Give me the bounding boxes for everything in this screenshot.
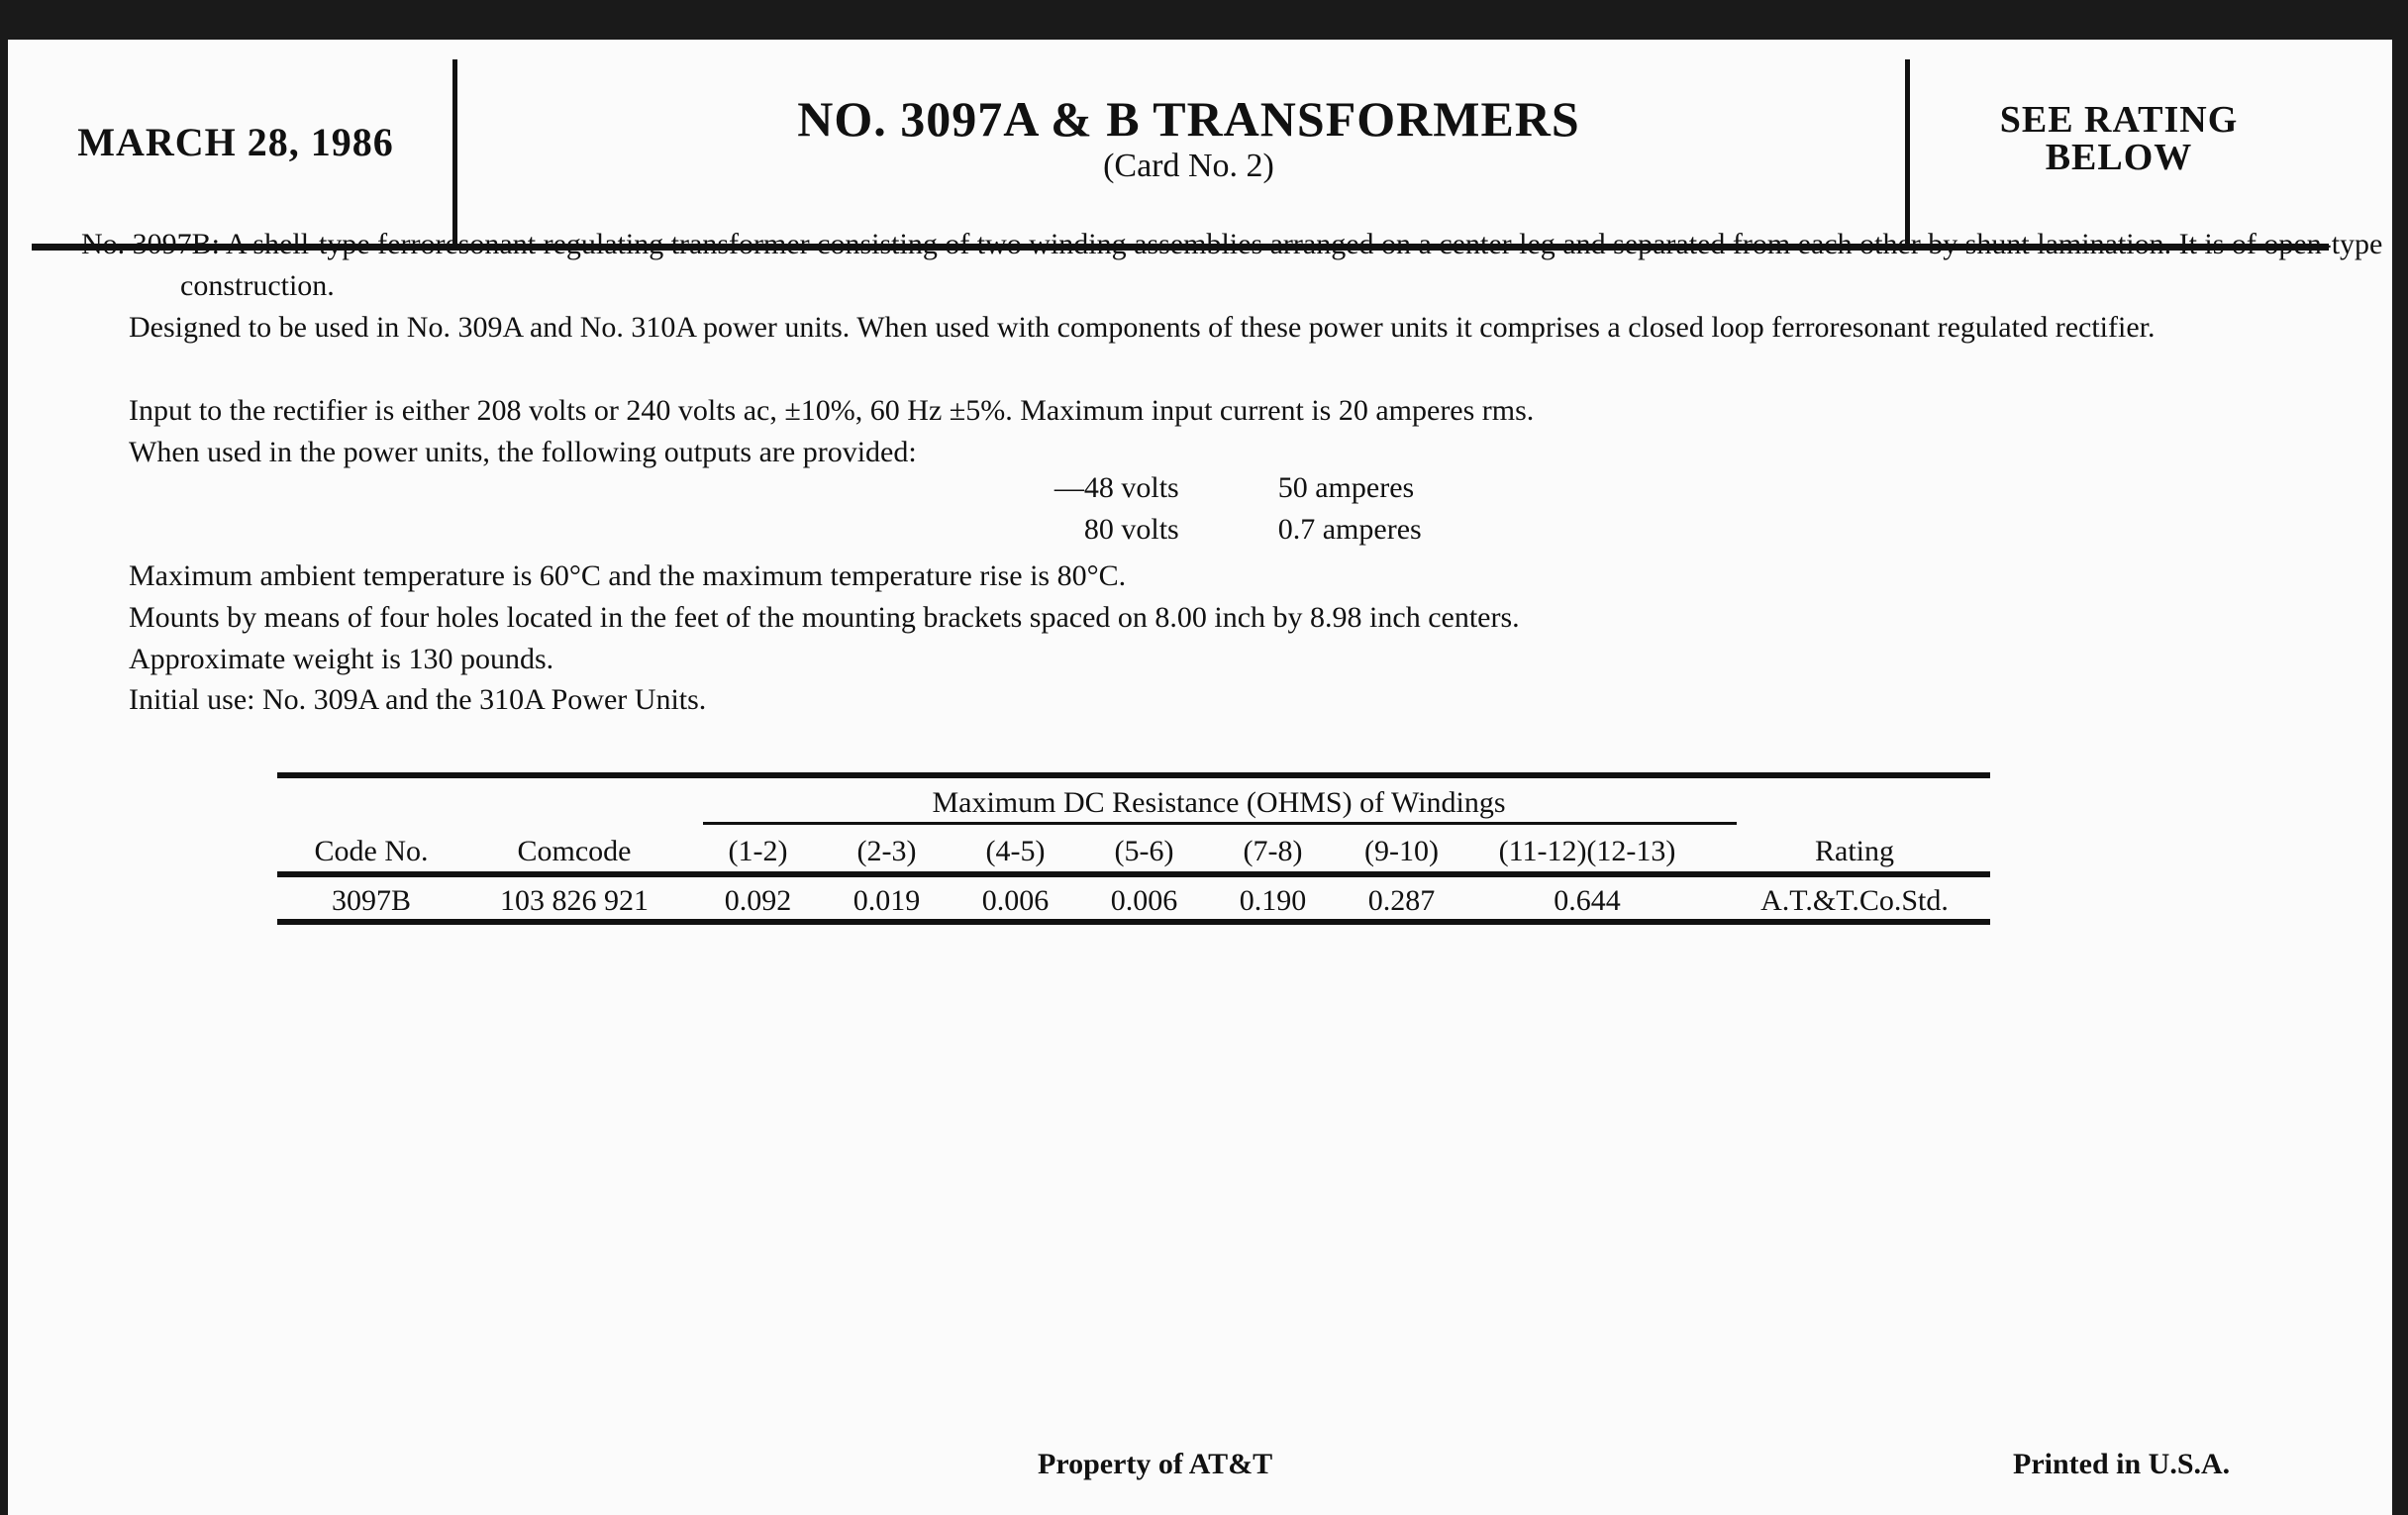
header-rule [277,871,1990,877]
cell-winding-2-3: 0.019 [853,884,921,917]
card-date: MARCH 28, 1986 [77,120,394,164]
group-header-rule [703,822,1737,825]
footer-printed: Printed in U.S.A. [2013,1448,2231,1480]
paragraph-usage: Designed to be used in No. 309A and No. 310A power units. When used with components of these power units it comprises a closed loop ferroresonant regulated rectifier. [129,311,2156,344]
header-winding-11-13: (11-12)(12-13) [1498,835,1676,867]
header-winding-9-10: (9-10) [1364,835,1439,867]
paragraph-mounting: Mounts by means of four holes located in the feet of the mounting brackets spaced on 8.00 inch by 8.98 inch centers. [129,601,1520,634]
cell-rating: A.T.&T.Co.Std. [1760,884,1949,917]
cell-winding-9-10: 0.287 [1367,884,1436,917]
paragraph-outputs-intro: When used in the power units, the following outputs are provided: [129,436,917,468]
header-winding-5-6: (5-6) [1114,835,1174,867]
header-winding-7-8: (7-8) [1243,835,1303,867]
cell-winding-7-8: 0.190 [1239,884,1307,917]
paragraph-initial-use: Initial use: No. 309A and the 310A Power Units. [129,683,707,716]
table-top-rule [277,772,1990,778]
header-divider-left [452,59,457,246]
group-header: Maximum DC Resistance (OHMS) of Windings [932,786,1506,819]
cell-code-no: 3097B [331,884,411,917]
paragraph-input: Input to the rectifier is either 208 volts or 240 volts ac, ±10%, 60 Hz ±5%. Maximum input current is 20 amperes rms. [129,394,1535,427]
output-volts: —48 volts [1054,471,1179,504]
output-volts: 80 volts [1083,513,1179,546]
output-amps: 50 amperes [1277,471,1415,504]
header-comcode: Comcode [517,835,632,867]
output-row [1008,467,1503,509]
cell-winding-1-2: 0.092 [724,884,792,917]
paragraph-temperature: Maximum ambient temperature is 60°C and the maximum temperature rise is 80°C. [129,559,1127,592]
paragraph-description: No. 3097B: A shell-type ferroresonant regulating transformer consisting of two winding assemblies arranged on a center leg and separated from each other by shunt lamination. It is of open-type construction. [81,228,2383,302]
cell-comcode: 103 826 921 [500,884,649,917]
card-subtitle: (Card No. 2) [1103,148,1274,184]
outputs-list [1008,467,1503,551]
header-rating: Rating [1815,835,1894,867]
output-amps: 0.7 amperes [1277,513,1422,546]
catalog-card [8,40,2392,1515]
rating-line-2: BELOW [2045,137,2193,178]
cell-winding-5-6: 0.006 [1110,884,1178,917]
footer-property: Property of AT&T [1038,1448,1273,1480]
paragraph-weight: Approximate weight is 130 pounds. [129,643,554,675]
output-row [1008,509,1503,551]
cell-winding-11-13: 0.644 [1554,884,1621,917]
header-winding-4-5: (4-5) [985,835,1046,867]
rating-line-1: SEE RATING [1999,99,2239,141]
header-winding-1-2: (1-2) [728,835,788,867]
header-winding-2-3: (2-3) [856,835,917,867]
header-code-no: Code No. [314,835,429,867]
table-bottom-rule [277,919,1990,925]
cell-winding-4-5: 0.006 [981,884,1050,917]
card-title: NO. 3097A & B TRANSFORMERS [797,91,1580,147]
header-divider-right [1905,59,1910,246]
rating-note [1921,101,2317,176]
card-title-block [463,91,1914,186]
